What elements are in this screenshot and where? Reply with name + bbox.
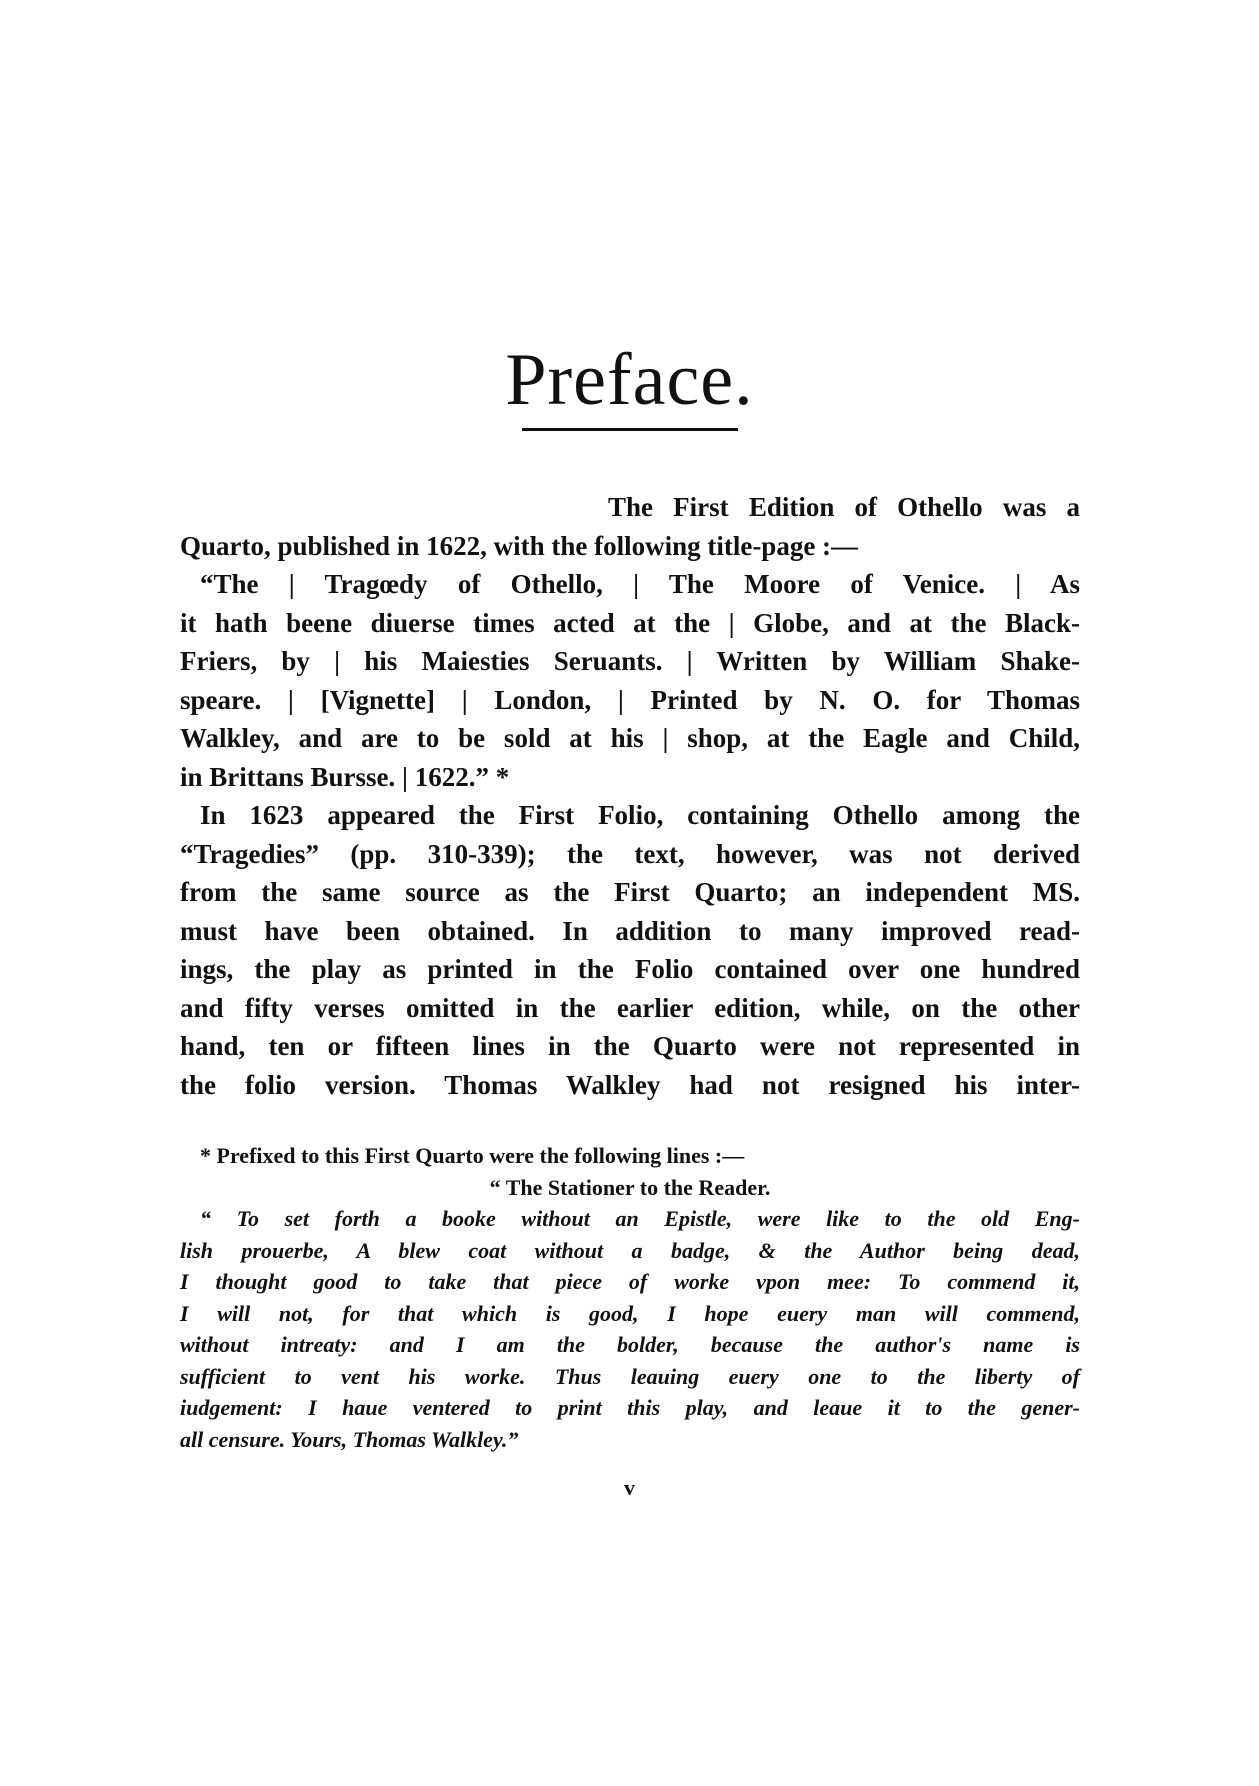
footnote-heading: “ The Stationer to the Reader. (489, 1174, 771, 1200)
footnote-line: “ To set forth a booke without an Epistle, were like to the old Eng- (200, 1206, 1080, 1231)
body-line: must have been obtained. In addition to many improved read- (180, 915, 1080, 946)
footnote-line: sufficient to vent his worke. Thus leauing euery one to the liberty of (180, 1363, 1080, 1389)
body-line: Quarto, published in 1622, with the following title-page :— (180, 530, 859, 561)
footnote-line: I thought good to take that piece of worke vpon mee: To commend it, (180, 1269, 1080, 1294)
footnote-line: all censure. Yours, Thomas Walkley.” (180, 1426, 519, 1452)
body-line: hand, ten or fifteen lines in the Quarto were not represented in (180, 1031, 1080, 1061)
body-line: in Brittans Bursse. | 1622.” * (180, 761, 510, 792)
footnote-intro: * Prefixed to this First Quarto were the following lines :— (200, 1143, 745, 1168)
body-line: Walkley, and are to be sold at his | shop, at the Eagle and Child, (180, 723, 1080, 753)
footnote-line: without intreaty: and I am the bolder, because the author's name is (180, 1332, 1080, 1357)
body-line: ings, the play as printed in the Folio contained over one hundred (180, 954, 1080, 984)
signature-mark: v (624, 1475, 635, 1500)
body-line: it hath beene diuerse times acted at the | Globe, and at the Black- (180, 607, 1080, 638)
body-line: speare. | [Vignette] | London, | Printed by N. O. for Thomas (180, 684, 1080, 715)
body-line: from the same source as the First Quarto; an independent MS. (180, 877, 1080, 907)
footnote-line: lish prouerbe, A blew coat without a badge, & the Author being dead, (180, 1237, 1080, 1263)
body-line: and fifty verses omitted in the earlier edition, while, on the other (180, 992, 1080, 1023)
body-line: The First Edition of Othello was a (608, 492, 1080, 522)
body-line: “Tragedies” (pp. 310-339); the text, however, was not derived (180, 838, 1080, 869)
page-title: Preface. (505, 339, 754, 421)
body-line: Friers, by | his Maiesties Seruants. | Written by William Shake- (180, 646, 1080, 676)
footnote (180, 1140, 1080, 1455)
body-line: the folio version. Thomas Walkley had not resigned his inter- (180, 1069, 1080, 1100)
footnote-line: iudgement: I haue ventered to print this play, and leaue it to the gener- (180, 1395, 1080, 1420)
body-line: “The | Tragœdy of Othello, | The Moore of Venice. | As (200, 569, 1080, 599)
title-rule (522, 428, 738, 431)
preface-body (180, 488, 1080, 1104)
footnote-line: I will not, for that which is good, I hope euery man will commend, (180, 1300, 1080, 1326)
body-line: In 1623 appeared the First Folio, containing Othello among the (200, 800, 1080, 830)
